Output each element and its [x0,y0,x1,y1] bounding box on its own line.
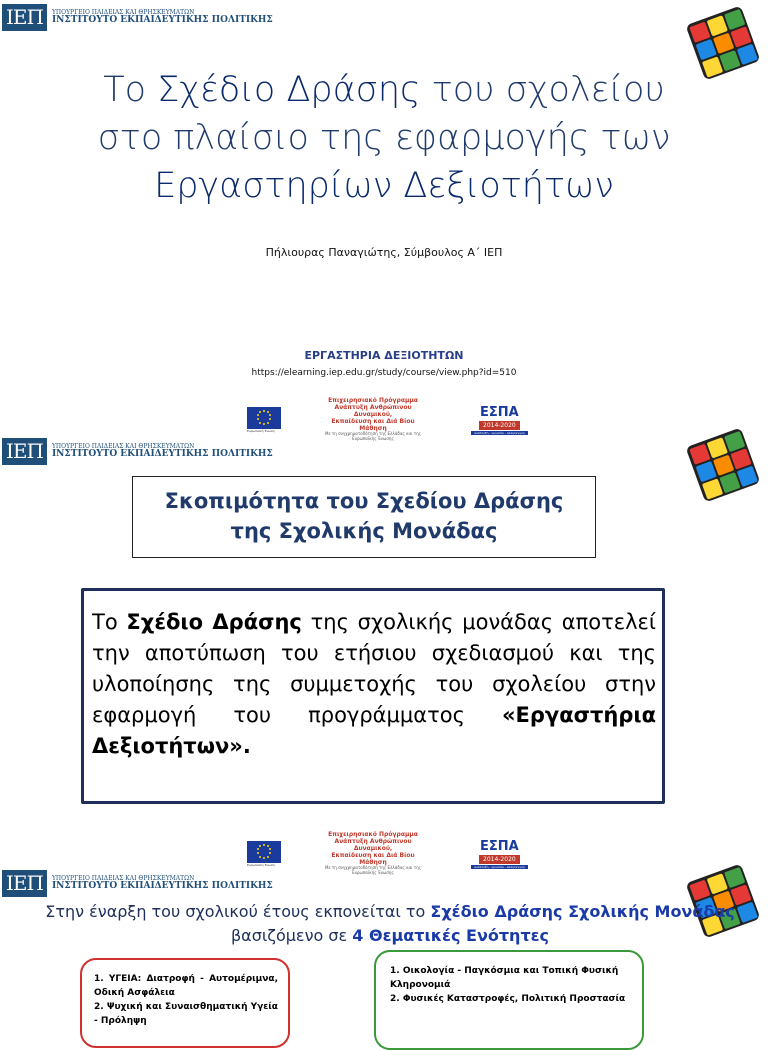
title-text: του σχολείου [420,70,665,110]
program-line: Επιχειρησιακό Πρόγραμμα [328,397,418,404]
iep-logo [2,870,273,897]
body-emphasis: Σχέδιο Δράσης [126,610,302,634]
espa-mark: ΕΣΠΑ [480,404,519,420]
title-text: Το [103,70,158,110]
body-text: Το [92,610,127,634]
intro-text: Στην έναρξη του σχολικού έτους εκπονείται το [45,902,431,921]
program-line: Επιχειρησιακό Πρόγραμμα [328,831,418,838]
intro-text: βασιζόμενο σε [230,926,353,945]
eu-flag-icon [247,841,281,867]
purpose-title-line-2: της Σχολικής Μονάδας [230,519,498,543]
themes-intro [40,900,740,948]
slide1-title [40,66,728,210]
title-line-3: Εργαστηρίων Δεξιοτήτων [154,166,614,206]
espa-tagline: ανάπτυξη - εργασία - αλληλεγγύη [471,865,528,869]
funding-strip [247,398,528,442]
ecology-theme-item: 2. Φυσικές Καταστροφές, Πολιτική Προστασία [390,994,626,1004]
espa-logo [471,405,528,435]
health-theme-item: 2. Ψυχική και Συναισθηματική Υγεία - Πρόληψη [94,1002,278,1026]
program-note: Με τη συγχρηματοδότηση της Ελλάδας και της Ευρωπαϊκής Ένωσης [325,865,421,876]
iep-logo-mark: ΙΕΠ [2,870,47,897]
health-theme-item: 1. ΥΓΕΙΑ: Διατροφή - Αυτομέριμνα, Οδική Ασφάλεια [94,974,278,998]
institute-name: ΙΝΣΤΙΤΟΥΤΟ ΕΚΠΑΙΔΕΥΤΙΚΗΣ ΠΟΛΙΤΙΚΗΣ [51,14,273,25]
title-line-2: στο πλαίσιο της εφαρμογής των [97,118,671,158]
ecology-theme-item: 1. Οικολογία - Παγκόσμια και Τοπική Φυσική Κληρονομιά [390,966,619,990]
iep-logo-mark: ΙΕΠ [2,438,47,465]
purpose-title-line-1: Σκοπιμότητα του Σχεδίου Δράσης [164,489,564,513]
espa-logo [471,839,528,869]
espa-years: 2014-2020 [479,421,520,430]
program-line: Ανάπτυξη Ανθρώπινου Δυναμικού, [334,837,412,852]
program-text [317,398,429,442]
program-line: Εκπαίδευση και Διά Βίου Μάθηση [331,851,415,866]
ministry-name: ΥΠΟΥΡΓΕΙΟ ΠΑΙΔΕΙΑΣ ΚΑΙ ΘΡΗΣΚΕΥΜΑΤΩΝ [51,874,195,882]
espa-years: 2014-2020 [479,855,520,864]
ministry-name: ΥΠΟΥΡΓΕΙΟ ΠΑΙΔΕΙΑΣ ΚΑΙ ΘΡΗΣΚΕΥΜΑΤΩΝ [51,8,195,16]
course-url-link[interactable]: https://elearning.iep.edu.gr/study/course/view.php?id=510 [251,368,517,378]
course-title: ΕΡΓΑΣΤΗΡΙΑ ΔΕΞΙΟΤΗΤΩΝ [304,349,464,362]
program-line: Ανάπτυξη Ανθρώπινου Δυναμικού, [334,403,412,418]
program-text [317,832,429,876]
eu-caption: Ευρωπαϊκή Ένωση [247,862,275,867]
title-emphasis: Σχέδιο Δράσης [157,70,421,110]
funding-strip [247,832,528,876]
body-emphasis: «Εργαστήρια Δεξιοτήτων». [92,703,656,758]
iep-logo [2,438,273,465]
eu-caption: Ευρωπαϊκή Ένωση [247,428,275,433]
institute-name: ΙΝΣΤΙΤΟΥΤΟ ΕΚΠΑΙΔΕΥΤΙΚΗΣ ΠΟΛΙΤΙΚΗΣ [51,880,273,891]
purpose-title-box [132,476,596,558]
program-note: Με τη συγχρηματοδότηση της Ελλάδας και της Ευρωπαϊκής Ένωσης [325,431,421,442]
health-themes-card [80,958,290,1048]
purpose-description-box [81,588,665,804]
iep-logo [2,4,273,31]
intro-emphasis: Σχέδιο Δράσης Σχολικής Μονάδας [430,902,735,921]
program-line: Εκπαίδευση και Διά Βίου Μάθηση [331,417,415,432]
ecology-themes-card [374,950,644,1050]
eu-flag-icon [247,407,281,433]
intro-emphasis: 4 Θεματικές Ενότητες [352,926,550,945]
espa-mark: ΕΣΠΑ [480,838,519,854]
iep-logo-mark: ΙΕΠ [2,4,47,31]
ministry-name: ΥΠΟΥΡΓΕΙΟ ΠΑΙΔΕΙΑΣ ΚΑΙ ΘΡΗΣΚΕΥΜΑΤΩΝ [51,442,195,450]
author-line: Πήλιουρας Παναγιώτης, Σύμβουλος Α΄ ΙΕΠ [265,246,503,259]
institute-name: ΙΝΣΤΙΤΟΥΤΟ ΕΚΠΑΙΔΕΥΤΙΚΗΣ ΠΟΛΙΤΙΚΗΣ [51,448,273,459]
rubiks-cube-icon [684,426,762,504]
body-text: της σχολικής μονάδας αποτελεί την αποτύπωση του ετήσιου σχεδιασμού και της υλοποίησης της συμμετοχής του σχολείου στην εφαρμογή του προγράμματος [92,610,656,727]
espa-tagline: ανάπτυξη - εργασία - αλληλεγγύη [471,431,528,435]
